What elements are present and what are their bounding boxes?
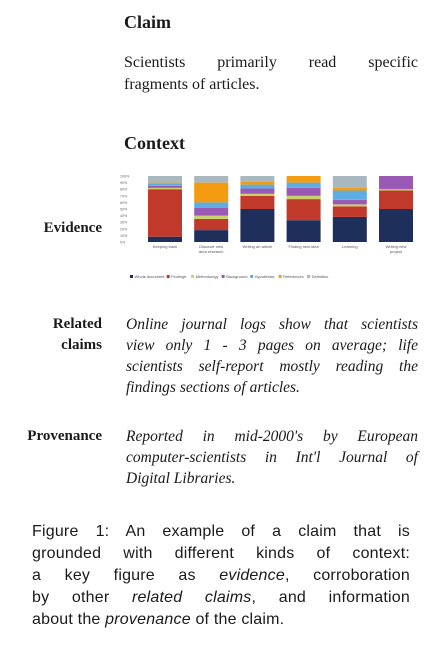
bar-segment [379,209,413,242]
legend-swatch [191,275,194,278]
bar-segment [287,176,321,183]
legend-label: Hypothesis [254,274,275,279]
evidence-label: Evidence [43,220,102,236]
bar-segment [194,183,228,203]
legend-swatch [307,275,310,278]
y-tick-label: 0% [120,240,126,245]
x-tick-label: Learning [342,244,358,249]
y-tick-label: 90% [120,181,128,186]
provenance-label: Provenance [27,428,102,444]
x-tick-label: Writing new [385,244,407,249]
y-tick-label: 40% [120,214,128,219]
related-label-line: Related [52,316,102,332]
bar-segment [287,196,321,199]
bar-segment [240,196,274,209]
claim-text-line2: fragments of articles. [124,76,260,93]
provenance-text [126,426,418,489]
related-line: Online journal logs show that scientists [126,316,418,333]
related-line: view only 1 - 3 pages on average; life [126,337,418,354]
bar-segment [379,176,413,189]
y-tick-label: 50% [120,207,128,212]
x-tick-label: Writing an article [242,244,273,249]
bar-segment [287,183,321,188]
x-tick-label: Finding new idea [288,244,319,249]
legend-label: Background [226,274,248,279]
bar-segment [240,185,274,189]
bar-segment [333,206,367,217]
bar-segment [148,186,182,188]
caption-line: a key figure as evidence, corroboration [32,567,410,584]
y-tick-label: 70% [120,194,128,199]
bar-segment [240,209,274,242]
legend-label: References [283,274,304,279]
legend-label: Whole document [134,274,165,279]
legend-label: Findings [171,274,187,279]
y-tick-label: 100% [120,174,130,179]
caption-line: Figure 1: An example of a claim that is [32,523,410,540]
bar-segment [333,217,367,242]
bar-segment [287,220,321,242]
bar-segment [148,237,182,242]
bar-segment [287,188,321,196]
claim-heading: Claim [124,12,171,32]
caption-line: grounded with different kinds of context: [32,545,410,562]
provenance-line: Digital Libraries. [126,470,236,487]
bar-segment [240,181,274,184]
bar-segment [194,208,228,216]
caption-line: about the provenance of the claim. [32,611,285,628]
bar-segment [240,194,274,196]
legend-label: Definition [311,274,329,279]
related-line: findings sections of articles. [126,379,300,396]
bar-segment [194,176,228,183]
bar-segment [194,202,228,207]
related-line: scientists self-report mostly reading the [126,358,418,375]
bar-segment [148,176,182,183]
bar-segment [148,183,182,184]
x-tick-label: Discover new [199,244,224,249]
bar-segment [333,191,367,200]
bar-segment [148,189,182,237]
x-tick-label: area research [198,249,224,254]
context-heading: Context [124,133,185,153]
bar-segment [194,230,228,242]
y-tick-label: 20% [120,227,128,232]
legend-label: Methodology [195,274,219,279]
legend-swatch [222,275,225,278]
bar-segment [240,189,274,194]
y-tick-label: 60% [120,200,128,205]
figure-caption [32,521,410,631]
bar-segment [379,189,413,190]
evidence-chart [118,172,420,290]
y-tick-label: 80% [120,187,128,192]
claim-text-line1 [124,52,418,73]
y-tick-label: 30% [120,220,128,225]
legend-swatch [279,275,282,278]
related-claims-text [126,314,418,398]
legend-swatch [130,275,133,278]
bar-segment [287,199,321,220]
bar-segment [148,188,182,189]
bar-segment [148,183,182,186]
claim-word: read [308,54,337,71]
bar-segment [194,216,228,219]
bar-segment [379,191,413,209]
x-tick-label: project [389,249,403,254]
y-tick-label: 10% [120,233,128,238]
bar-segment [333,188,367,191]
caption-line: by other related claims, and information [32,589,410,606]
bar-segment [240,176,274,181]
related-label-line: claims [61,337,102,353]
provenance-line: Reported in mid-2000's by European [126,428,418,445]
legend-swatch [250,275,253,278]
claim-word: specific [368,54,418,71]
bar-segment [194,219,228,230]
provenance-line: computer-scientists in Int'l Journal of [126,449,418,466]
related-claims-label [20,314,102,356]
legend-swatch [167,275,170,278]
claim-word: Scientists [124,54,186,71]
bar-segment [333,176,367,188]
bar-segment [333,200,367,205]
claim-word: primarily [217,54,277,71]
x-tick-label: Keeping track [152,244,178,249]
bar-segment [333,204,367,206]
